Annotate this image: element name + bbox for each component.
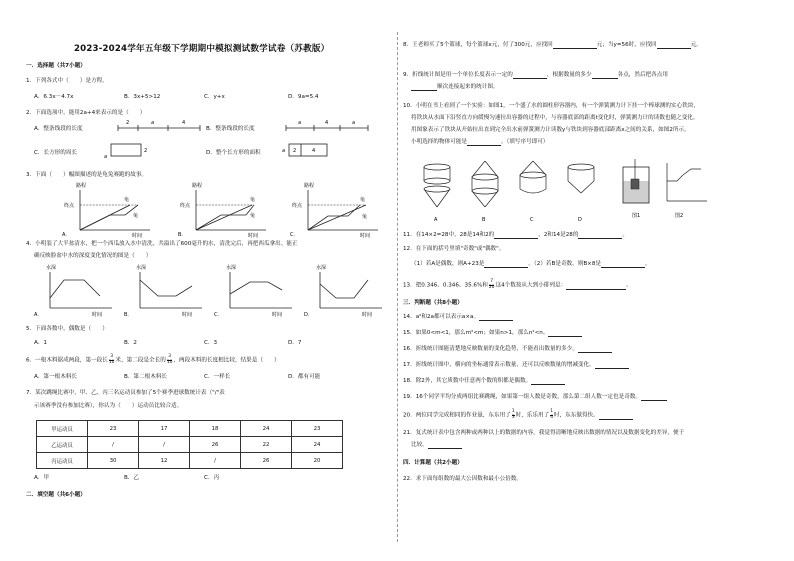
question-10-line1: 10．小明在书上看到了一个实验：如图1，一个盛了水的圆柱形容器内，有一个弹簧测力计下挂一个棒球测的实心铁块， [403,103,699,109]
q4-c-ylabel: 水深 [226,265,237,271]
q5-option-d: D．7 [288,340,302,346]
question-10-line3: 用图象表示了铁块从开始拉出直到完全出水前弹簧测力计读数y与铁块到容器底部距离x之间的关系，如图2所示， [411,127,690,133]
question-5: 5．下面各数中，偶数是（ ） [26,326,108,332]
question-16: 16．折线统计图能清楚地反映数量的变化趋势，不能看出数量的多少。 [403,346,612,353]
q10-figure-1 [623,159,649,219]
q3-c-xlabel: 时间 [360,233,371,238]
question-2: 2．下面选项中，能用2a+4来表示的是（ ） [26,110,146,116]
q7-option-a: A．甲 [34,475,50,481]
q1-option-a: A．6.3x－4.7x [34,94,74,100]
q6-fraction-2: $\frac{3}{10}$ [166,354,173,365]
q3-b-turtle: 龟 [250,197,256,203]
question-4-line2: 确反映脸盆中水的深度变化情况的图是（ ） [34,253,152,259]
q6-option-c: C．一样长 [204,374,231,380]
q10-label-d: D [578,217,582,223]
q2-d-dim-4: 4 [312,148,316,154]
q5-option-c: C．3 [204,340,218,346]
q20-fraction-1: $\frac{1}{3}$ [511,409,515,420]
q10-label-c: C [530,217,534,223]
q4-graph-b [124,264,202,318]
q4-a-ylabel: 水深 [46,265,57,271]
q3-b-finish: 终点 [180,203,191,209]
question-20: 20．两位同学完成相同的作业量，东东用了 $\frac{1}{3}$ 时，乐乐用了 $\frac{1}{4}$ 时，东东做得快。 [403,410,633,420]
q3-c-turtle: 龟 [360,197,366,203]
q3-graph-c [292,182,378,238]
question-9: 9．折线统计图是用一个单位长度表示一定的 ，根据数量的多少 各点，然后把各点用 [403,72,668,78]
q6-option-b: B．第二根木料长 [124,374,167,380]
q2-d-dim-2: 2 [293,148,297,154]
q2-b-seg-3: a [352,120,356,126]
q6-option-a: A．第一根木料长 [34,374,77,380]
q3-b-rabbit: 兔 [250,213,256,219]
q7-option-c: C．丙 [204,475,220,481]
q3-a-turtle: 龟 [124,197,130,203]
q2-option-c: C．长方形的周长 [34,150,78,156]
q4-d-xlabel: 时间 [362,312,373,318]
q3-b-ylabel: 路程 [192,183,203,189]
q3-b-xlabel: 时间 [248,233,259,238]
q2-c-rectangle-figure [102,140,152,160]
question-8: 8．王老师买了5个篮球，每个篮球x元，付了300元，应找回 元；当y=56时，应找回 元。 [403,42,702,48]
q3-option-c: C． [290,232,299,238]
q4-b-ylabel: 水深 [136,265,147,271]
q4-b-xlabel: 时间 [182,312,193,318]
q4-c-xlabel: 时间 [272,312,283,318]
q4-option-c: C． [214,312,223,318]
page-title: 2023-2024学年五年级下学期期中模拟测试数学试卷（苏教版） [74,44,330,54]
section-judge-heading: 三．判断题（共8小题） [403,300,463,306]
q2-d-rectangle-figure [281,140,333,160]
q1-option-d: D．9a=5.4 [288,94,319,100]
q3-a-finish: 终点 [64,203,75,209]
q4-option-d: D． [304,312,313,318]
question-9-line2: 顺次连接起来的统计图。 [411,84,499,91]
q2-c-dim-2: 2 [144,148,148,154]
q2-a-segment-figure [116,118,202,132]
q20-fraction-2: $\frac{1}{4}$ [550,409,553,420]
q3-graph-b [180,182,266,238]
q10-label-a: A [434,217,438,223]
section-calc-heading: 四．计算题（共2小题） [403,460,463,466]
question-7-line1: 7．某次跳绳比赛中，甲、乙、丙三名运动员参加了5个赛季进球数统计表（"/"表 [26,390,225,396]
question-21-line2: 比较。 [411,442,462,449]
q2-b-segment-figure [284,118,370,132]
q3-option-b: B． [178,232,187,238]
q1-option-b: B．3x+5>12 [124,94,161,100]
q2-a-seg-1: 2 [126,120,130,126]
q3-graphs [36,180,386,238]
q2-c-dim-a: a [104,154,108,160]
q2-d-dim-a: a [282,148,286,154]
q3-option-a: A． [62,232,71,238]
q6-option-d: D．都有可能 [288,374,321,380]
q4-d-ylabel: 水深 [316,265,327,271]
q3-c-finish: 终点 [292,203,303,209]
q13-fraction: $\frac{7}{20}$ [488,279,495,290]
q4-option-b: B． [124,312,133,318]
q3-a-xlabel: 时间 [132,233,143,238]
q10-shape-b [472,161,498,223]
q2-b-seg-2: 4 [325,120,329,126]
q2-option-b: B．整条线段的长度 [206,126,255,132]
q2-b-seg-1: a [298,120,302,126]
q3-c-ylabel: 路程 [304,183,315,189]
q10-label-fig1: 图1 [632,213,641,219]
section-choice-heading: 一．选择题（共7小题） [26,63,86,69]
q7-stats-table [36,420,343,469]
q3-a-rabbit: 兔 [133,213,139,219]
question-3: 3．下面（ ）幅图描述的是龟兔赛跑的故事。 [26,172,148,178]
q3-graph-a [64,182,150,238]
table-row: 乙运动员 / / 26 22 24 [37,437,343,453]
column-divider [397,32,398,542]
q10-figure-2 [667,163,707,219]
q2-option-d: D．整个长方形的面积 [206,150,261,156]
question-15: 15．如果0<m<1，那么m²<m；如果n>1，那么n²<n。 [403,330,582,337]
q4-option-a: A． [34,312,43,318]
question-17: 17．折线统计图中，横向的坐标通常表示数量，还可以反映数量的增减变化。 [403,362,629,369]
q10-shape-a [424,164,450,223]
question-10-line4: 小明选择的物体可能是 。（填写序号即可） [411,139,549,145]
question-12-parts: （1）若A是偶数，则A+23是 。（2）若B是奇数，则B×8是 。 [411,261,651,267]
table-row: 丙运动员 30 12 / 26 20 [37,453,343,469]
q4-a-xlabel: 时间 [92,312,103,318]
q10-figures [411,157,771,227]
q10-label-b: B [482,217,486,223]
q2-a-seg-3: 4 [182,120,186,126]
q6-fraction-1: $\frac{3}{10}$ [108,354,115,365]
q3-c-rabbit: 兔 [362,214,368,220]
question-13: 13．把0.346、0.346、35.6%和 $\frac{7}{20}$ 这4个数按从大到小排列是： 。 [403,279,632,290]
question-14: 14．a²和2a都可以表示a×a。 [403,314,513,321]
question-11: 11．在14×2=28中，28是14和2的 ，2和14是28的 。 [403,232,629,238]
question-18: 18．除2外，其它质数中任意两个数的积都是偶数。 [403,378,565,385]
question-19: 19．16个同学平均分成两组比赛跳绳，如果第一组人数是奇数，那么第二组人数一定也是奇数。 [403,394,667,401]
q2-option-a: A．整条线段的长度 [34,126,83,132]
right-column [403,0,775,561]
q4-graphs [32,262,388,318]
question-22: 22．求下面每组数的最大公因数和最小公倍数。 [403,476,522,482]
question-21-line1: 21．复式统计表中包含两种或两种以上的数据的内容，我觉得清晰地反映出数据的情况以及数据变化的差异，便于 [403,430,685,436]
q4-graph-a [34,264,112,318]
q5-option-a: A．1 [34,340,47,346]
question-12: 12．在下面的括号里填"奇数"或"偶数"。 [403,246,505,252]
question-4-line1: 4．小明装了大半盆清水，把一个西瓜放入水中清洗，共溢出了600毫升的水，清洗完后，再把西瓜拿出。能正 [26,241,298,247]
q1-option-c: C．y+x [204,94,225,100]
q2-a-seg-2: a [151,120,155,126]
q10-shape-c [520,161,546,223]
question-7-line2: 示该赛季没有参加比赛），你认为（ ）运动员比较合适。 [34,403,183,409]
question-1: 1．下列各式中（ ）是方程。 [26,78,108,84]
q10-label-fig2: 图2 [675,213,684,219]
q4-graph-d [304,264,382,318]
table-row: 甲运动员 23 17 18 24 23 [37,421,343,437]
section-fill-heading: 二．填空题（共6小题） [26,492,86,498]
q4-graph-c [214,264,292,318]
q7-option-b: B．乙 [124,475,140,481]
question-6: 6．一根木料锯成两段，第一段长 $\frac{3}{10}$ 米，第二段是全长的 $\frac{3}{10}$ ，两段木料的长度相比较，结果是（ ） [26,354,280,365]
question-10-line2: 将铁块从水面下沿竖直方向缓慢匀速拉出容器的过程中，与容器底部的距离t变化时，弹簧测力计的读数也随之变化。 [411,115,699,121]
q10-shape-d [568,164,594,223]
q5-option-b: B．2 [124,340,137,346]
q3-a-ylabel: 路程 [76,183,87,189]
